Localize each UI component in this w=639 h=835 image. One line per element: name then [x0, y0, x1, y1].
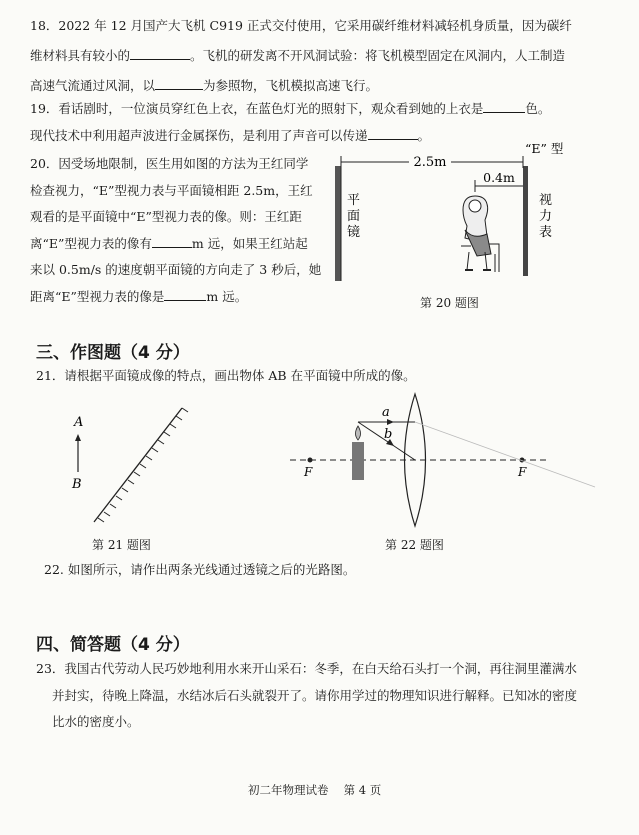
q18-line2-end: 。飞机的研发离不开风洞试验：将飞机模型固定在风洞内，人工制造 [190, 48, 566, 63]
q19-line1-end: 色。 [525, 101, 551, 116]
plane-mirror-line [94, 408, 182, 522]
plane-mirror [335, 166, 341, 281]
chart-label-2: 力 [539, 209, 553, 224]
q21-caption: 第 21 题图 [92, 538, 151, 552]
q23-line2: 并封实，待晚上降温，水结冰后石头就裂开了。请你用学过的物理知识进行解释。已知冰的密度 [52, 688, 578, 703]
mirror-label-2: 面 [347, 209, 361, 224]
flame-icon [356, 426, 361, 440]
seated-girl-figure [461, 196, 499, 272]
q23-line1: 23．我国古代劳动人民巧妙地利用水来开山采石：冬季，在白天给石头打一个洞，再往洞里灌满水 [36, 661, 577, 676]
q22-figure [290, 392, 600, 532]
focal-point-left [308, 458, 313, 463]
q23-line3: 比水的密度小。 [52, 714, 140, 729]
q20-line1: 20．因受场地限制，医生用如图的方法为王红同学 [30, 156, 309, 171]
section-3-title: 三、作图题（4 分） [36, 343, 190, 363]
eye-chart [523, 166, 528, 276]
q20-line6-start: 距离“E”型视力表的像是 [30, 289, 165, 304]
q20-line5: 来以 0.5m/s 的速度朝平面镜的方向走了 3 秒后，她 [30, 262, 322, 277]
q20-line3: 观看的是平面镜中“E”型视力表的像。则：王红距 [30, 209, 302, 224]
q20-line6-end: m 远。 [206, 289, 248, 304]
q18-line2-start: 维材料具有较小的 [30, 48, 131, 63]
ray-b-label: b [384, 427, 393, 442]
q20-line4 [30, 236, 308, 251]
mirror-hatching [98, 408, 188, 522]
q18-line2 [30, 48, 565, 63]
q19-line1-start: 19．看话剧时，一位演员穿红色上衣，在蓝色灯光的照射下，观众看到她的上衣是 [30, 101, 484, 116]
answer-blank[interactable] [155, 78, 203, 90]
q22-text: 22. 如图所示，请作出两条光线通过透镜之后的光路图。 [44, 562, 356, 577]
arrow-head-icon [75, 434, 81, 441]
q20-figure [325, 141, 565, 288]
focal-label-right: F [518, 465, 527, 479]
faint-guide-line [415, 422, 595, 487]
distance-2-5m-label: 2.5m [413, 155, 447, 170]
q21-figure [60, 398, 200, 528]
section-4-title: 四、简答题（4 分） [36, 635, 190, 655]
q18-line3 [30, 78, 378, 93]
q20-line4-start: 离“E”型视力表的像有 [30, 236, 152, 251]
q18-line3-start: 高速气流通过风洞，以 [30, 78, 156, 93]
q20-line6 [30, 289, 247, 304]
q21-text: 21．请根据平面镜成像的特点，画出物体 AB 在平面镜中所成的像。 [36, 368, 416, 383]
q19-line1 [30, 101, 550, 116]
answer-blank[interactable] [483, 101, 525, 113]
focal-label-left: F [304, 465, 313, 479]
page-footer: 初二年物理试卷 第 4 页 [248, 783, 382, 797]
point-b-label: B [72, 477, 82, 492]
q20-line4-end: m 远，如果王红站起 [191, 236, 308, 251]
point-a-label: A [74, 415, 84, 430]
distance-0-4m-label: 0.4m [483, 170, 515, 185]
q20-caption: 第 20 题图 [420, 296, 479, 310]
q22-caption: 第 22 题图 [385, 538, 444, 552]
e-chart-label: “E” 型 [525, 141, 564, 156]
chart-label-1: 视 [539, 193, 553, 208]
answer-blank[interactable] [152, 236, 192, 248]
q19-line2 [30, 128, 430, 143]
q18-line1: 18．2022 年 12 月国产大飞机 C919 正式交付使用，它采用碳纤维材料减轻机身质量，因为碳纤 [30, 18, 572, 33]
chart-label-3: 表 [539, 225, 553, 240]
q18-line3-end: 为参照物，飞机模拟高速飞行。 [203, 78, 379, 93]
ray-a-label: a [382, 405, 390, 420]
q20-line2: 检查视力，“E”型视力表与平面镜相距 2.5m，王红 [30, 183, 313, 198]
q19-line2-end: 。 [417, 128, 431, 143]
candle-icon [352, 442, 364, 480]
answer-blank[interactable] [130, 48, 190, 60]
answer-blank[interactable] [368, 128, 418, 140]
mirror-label-3: 镜 [347, 225, 361, 240]
answer-blank[interactable] [164, 289, 206, 301]
q19-line2-start: 现代技术中利用超声波进行金属探伤，是利用了声音可以传递 [30, 128, 368, 143]
mirror-label-1: 平 [347, 193, 361, 208]
